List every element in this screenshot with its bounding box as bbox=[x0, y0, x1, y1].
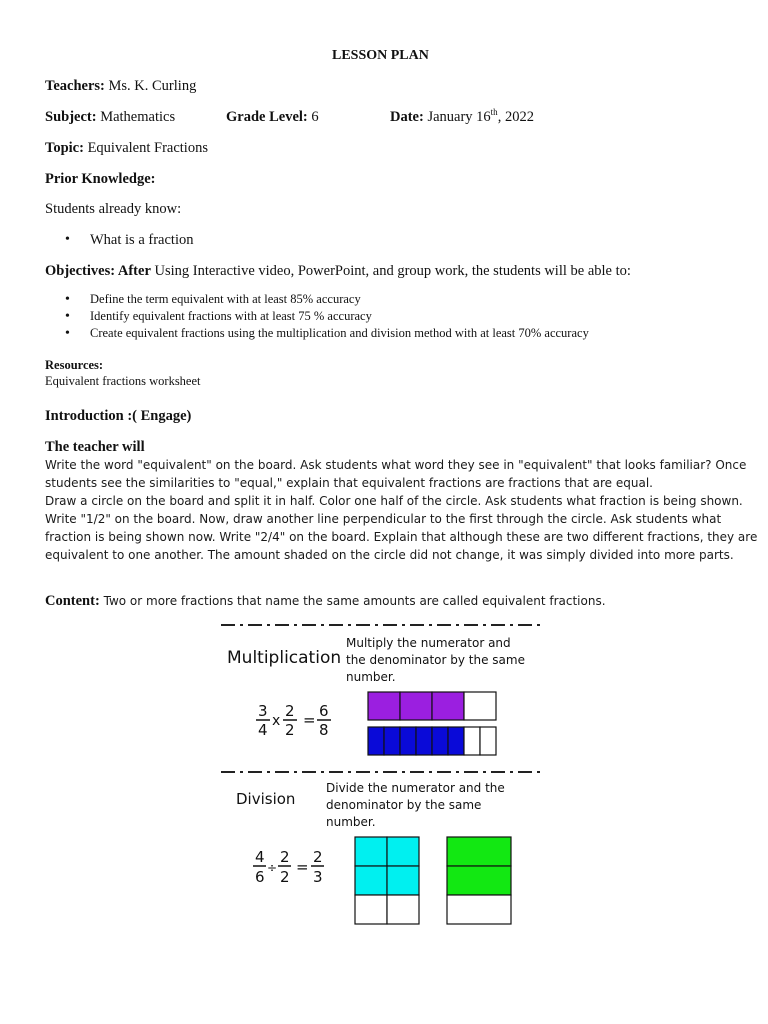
denominator: 3 bbox=[313, 868, 323, 886]
paragraph-line: equivalent to one another. The amount shaded on the circle did not change, it was simply divided into more parts. bbox=[45, 548, 734, 562]
bullet-text: • Define the term equivalent with at least 85% accuracy bbox=[90, 292, 361, 307]
equals: = bbox=[296, 858, 309, 876]
paragraph-line: Draw a circle on the board and split it in half. Color one half of the circle. Ask students what fraction is being shown. bbox=[45, 494, 743, 508]
date-line bbox=[390, 109, 534, 126]
date-year: , 2022 bbox=[497, 109, 534, 125]
numerator: 3 bbox=[258, 702, 268, 720]
content-label: Content: bbox=[45, 593, 100, 609]
division-equation bbox=[253, 848, 324, 886]
teachers-line bbox=[45, 78, 196, 95]
subject-label: Subject: bbox=[45, 109, 97, 125]
numerator: 2 bbox=[285, 702, 295, 720]
numerator: 2 bbox=[313, 848, 323, 866]
date-suffix: th bbox=[490, 107, 498, 118]
date-label: Date: bbox=[390, 109, 424, 125]
equivalent-fractions-figure bbox=[218, 614, 548, 934]
paragraph-line: students see the similarities to "equal," explain that equivalent fractions are fractions that are equal. bbox=[45, 476, 653, 490]
denominator: 4 bbox=[258, 721, 268, 739]
multiplication-note-line: Multiply the numerator and bbox=[346, 636, 511, 650]
page-title: LESSON PLAN bbox=[332, 48, 429, 63]
prior-knowledge-heading: Prior Knowledge: bbox=[45, 171, 156, 187]
introduction-heading: Introduction :( Engage) bbox=[45, 408, 192, 424]
numerator: 2 bbox=[280, 848, 290, 866]
resources-text: Equivalent fractions worksheet bbox=[45, 374, 201, 388]
content-line bbox=[45, 592, 606, 610]
paragraph-line: Write "1/2" on the board. Now, draw another line perpendicular to the first through the circle. Ask students what bbox=[45, 512, 722, 526]
grade-line bbox=[226, 109, 319, 126]
topic-label: Topic: bbox=[45, 140, 84, 156]
paragraph-line: Write the word "equivalent" on the board. Ask students what word they see in "equivalent" that looks familiar? Once bbox=[45, 458, 747, 472]
numerator: 4 bbox=[255, 848, 265, 866]
bullet-text: • What is a fraction bbox=[90, 232, 193, 249]
teachers-label: Teachers: bbox=[45, 78, 105, 94]
fraction-grid-two-thirds bbox=[447, 837, 511, 924]
grade-value: 6 bbox=[307, 109, 319, 125]
division-note-line: denominator by the same bbox=[326, 798, 482, 812]
topic-value: Equivalent Fractions bbox=[83, 140, 208, 156]
denominator: 6 bbox=[255, 868, 265, 886]
grade-label: Grade Level: bbox=[226, 109, 308, 125]
teachers-value: Ms. K. Curling bbox=[104, 78, 197, 94]
multiplication-title: Multiplication bbox=[227, 648, 342, 668]
teacher-will-heading: The teacher will bbox=[45, 439, 145, 455]
fraction-grid-four-sixths bbox=[355, 837, 419, 924]
objectives-label: Objectives: After bbox=[45, 263, 151, 279]
teacher-will-paragraph bbox=[45, 456, 757, 564]
fraction-bar-six-eighths bbox=[368, 727, 496, 755]
subject-value: Mathematics bbox=[96, 109, 176, 125]
numerator: 6 bbox=[319, 702, 329, 720]
objectives-text: Using Interactive video, PowerPoint, and group work, the students will be able to: bbox=[150, 263, 631, 279]
denominator: 2 bbox=[280, 868, 290, 886]
multiplication-equation bbox=[256, 702, 331, 739]
objectives-line bbox=[45, 263, 631, 280]
content-text: Two or more fractions that name the same amounts are called equivalent fractions. bbox=[99, 594, 606, 608]
bullet-text: • Create equivalent fractions using the multiplication and division method with at least 70% accuracy bbox=[90, 326, 589, 341]
date-value: January 16 bbox=[423, 109, 491, 125]
fraction-bar-three-fourths bbox=[368, 692, 496, 720]
division-note-line: number. bbox=[326, 815, 376, 829]
operator: ÷ bbox=[267, 861, 278, 875]
denominator: 8 bbox=[319, 721, 329, 739]
equals: = bbox=[303, 711, 316, 729]
denominator: 2 bbox=[285, 721, 295, 739]
bullet-text: • Identify equivalent fractions with at least 75 % accuracy bbox=[90, 309, 372, 324]
division-title: Division bbox=[236, 790, 296, 808]
figure-canvas bbox=[218, 614, 548, 934]
paragraph-line: fraction is being shown now. Write "2/4" on the board. Explain that although these are two different fractions, they are bbox=[45, 530, 758, 544]
prior-knowledge-intro: Students already know: bbox=[45, 201, 182, 217]
operator: x bbox=[272, 713, 281, 729]
multiplication-note-line: number. bbox=[346, 670, 396, 684]
subject-line bbox=[45, 109, 175, 126]
multiplication-note-line: the denominator by the same bbox=[346, 653, 525, 667]
division-note-line: Divide the numerator and the bbox=[326, 781, 505, 795]
resources-heading: Resources: bbox=[45, 358, 104, 372]
topic-line bbox=[45, 140, 208, 157]
